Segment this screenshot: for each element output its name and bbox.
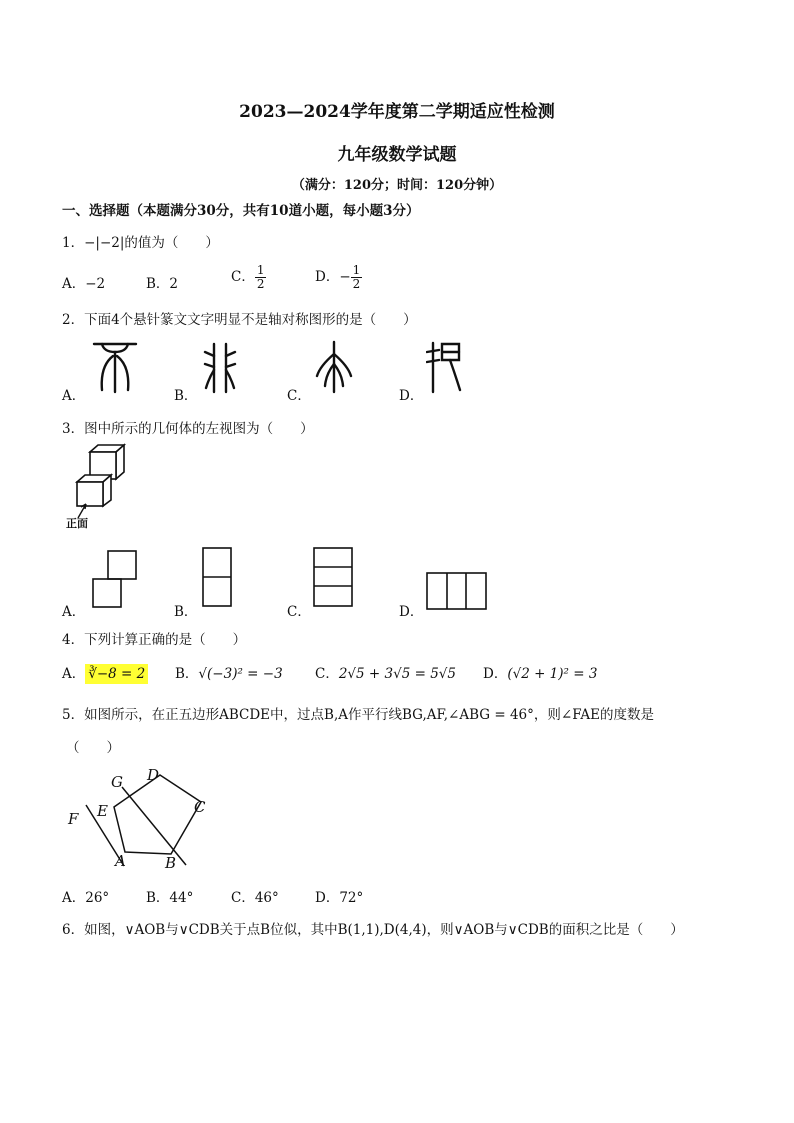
q2-option-d: D． (399, 388, 424, 404)
q1-option-c (231, 264, 266, 291)
q5-option-c: C．46° (231, 890, 279, 906)
q1-d-den: 2 (352, 277, 361, 291)
q5-label-a: A (115, 852, 126, 870)
q3-option-b: B． (174, 604, 198, 620)
q4-d-expr: (√2 + 1)² = 3 (507, 666, 598, 682)
q5-label-d: D (147, 766, 160, 784)
q1-stem: 1．−|−2|的值为（ ） (62, 235, 219, 251)
q4-b-label: B． (175, 666, 199, 682)
q2-option-b: B． (174, 388, 198, 404)
q1-c-prefix: C． (231, 269, 255, 285)
q6-stem: 6．如图，∨AOB与∨CDB关于点B位似，其中B(1,1),D(4,4)，则∨AOB与∨CDB的面积之比是（ ） (62, 922, 684, 938)
q3-view-a (90, 548, 140, 612)
exam-title: 2023—2024学年度第二学期适应性检测 (239, 102, 555, 122)
q1-c-num: 1 (256, 263, 265, 277)
q5-pentagon-figure (64, 762, 224, 874)
q4-a-label: A． (62, 666, 86, 682)
q1-option-a: A．−2 (62, 276, 106, 292)
q3-option-c: C． (287, 604, 311, 620)
q1-d-fraction (351, 264, 363, 291)
q4-c-expr: 2√5 + 3√5 = 5√5 (338, 666, 456, 682)
q5-stem: 5．如图所示，在正五边形ABCDE中，过点B,A作平行线BG,AF,∠ABG = 46°，则∠FAE的度数是 (62, 707, 654, 723)
q5-label-f: F (68, 810, 79, 828)
q1-c-fraction (255, 264, 267, 291)
q4-option-c (315, 662, 456, 682)
seal-glyph-b-icon (203, 340, 237, 395)
q5-option-b: B．44° (146, 890, 194, 906)
q4-a-expr: ∛−8 = 2 (85, 664, 148, 684)
q4-b-expr: √(−3)² = −3 (198, 666, 283, 682)
q3-stem: 3．图中所示的几何体的左视图为（ ） (62, 421, 314, 437)
q1-c-den: 2 (256, 277, 265, 291)
q3-view-c (311, 545, 357, 611)
q4-d-label: D． (483, 666, 508, 682)
q4-option-b (175, 662, 283, 682)
q5-label-g: G (111, 773, 123, 791)
q3-option-d: D． (399, 604, 424, 620)
q5-label-c: C (194, 798, 206, 816)
q1-d-prefix: D．− (315, 269, 351, 285)
q5-option-d: D．72° (315, 890, 364, 906)
q4-option-d (483, 662, 597, 682)
q4-c-label: C． (315, 666, 339, 682)
seal-glyph-c-icon (314, 340, 354, 395)
q5-option-a: A．26° (62, 890, 110, 906)
q3-option-a: A． (62, 604, 86, 620)
q4-option-a (62, 662, 148, 682)
q3-view-b (200, 545, 236, 611)
q2-option-c: C． (287, 388, 311, 404)
q1-option-d (315, 264, 362, 291)
seal-glyph-d-icon (426, 340, 466, 395)
q2-stem: 2．下面4个悬针篆文文字明显不是轴对称图形的是（ ） (62, 312, 417, 328)
exam-meta: （满分：120分；时间：120分钟） (291, 178, 503, 193)
q1-d-num: 1 (352, 263, 361, 277)
q4-stem: 4．下列计算正确的是（ ） (62, 632, 247, 648)
q1-option-b: B．2 (146, 276, 179, 292)
q3-view-d (424, 570, 490, 612)
q5-label-b: B (165, 854, 177, 872)
exam-subtitle: 九年级数学试题 (337, 145, 457, 165)
q5-paren: （ ） (66, 740, 120, 756)
q3-front-label: 正面 (66, 517, 88, 530)
section-heading: 一、选择题（本题满分30分，共有10道小题，每小题3分） (62, 203, 420, 219)
q5-label-e: E (97, 802, 108, 820)
q2-option-a: A． (62, 388, 86, 404)
seal-glyph-a-icon (90, 340, 140, 395)
